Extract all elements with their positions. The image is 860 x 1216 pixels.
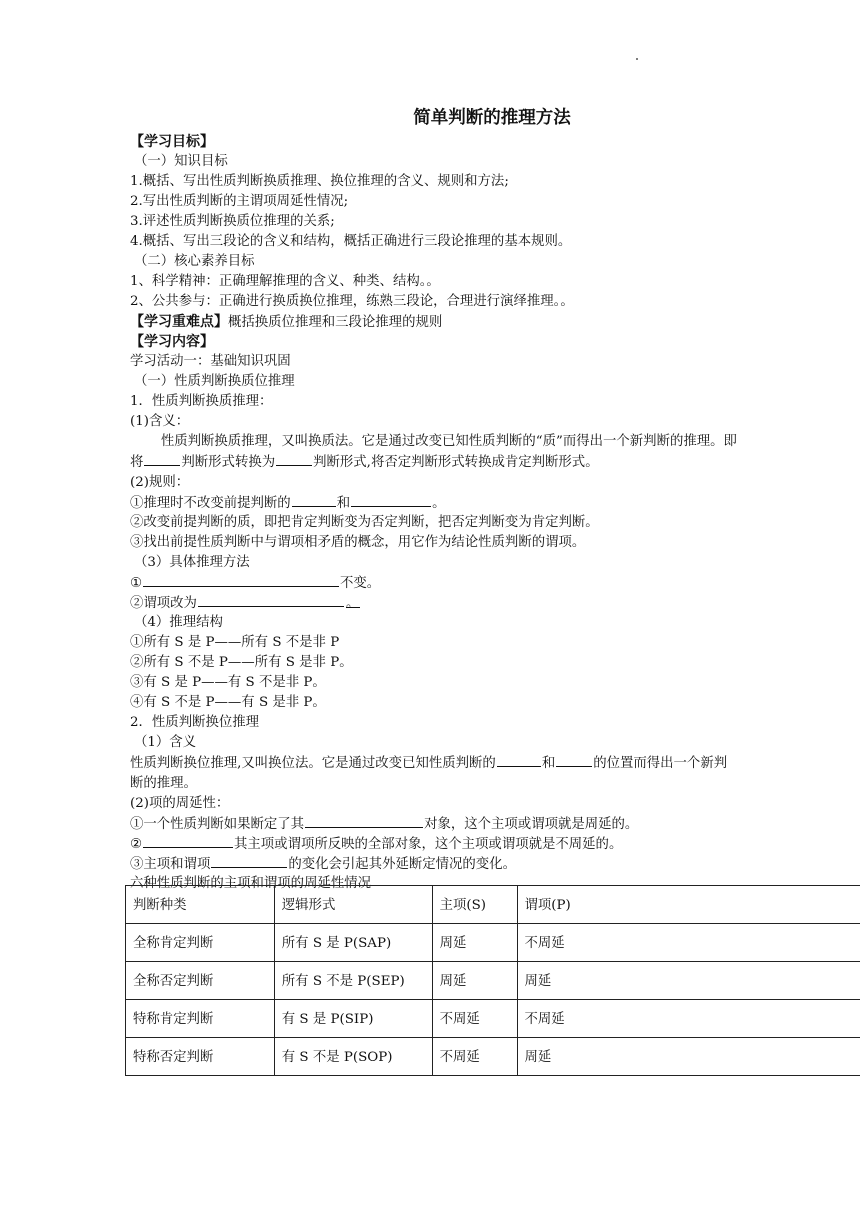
distribution-3: ③主项和谓项 的变化会引起其外延断定情况的变化。 <box>130 854 860 874</box>
table-row <box>126 1038 860 1076</box>
table-header-cell: 主项(S) <box>432 886 517 924</box>
fill-blank[interactable] <box>143 573 339 587</box>
table-cell: 特称否定判断 <box>126 1038 275 1076</box>
table-caption: 六种性质判断的主项和谓项的周延性情况 <box>130 876 372 891</box>
table-cell: 有 S 是 P(SIP) <box>274 1000 432 1038</box>
goal-2: 2.写出性质判断的主谓项周延性情况; <box>130 194 349 209</box>
rule-1: ①推理时不改变前提判断的 和 。 <box>130 493 860 513</box>
table-row <box>126 962 860 1000</box>
section-1-heading: （一）性质判断换质位推理 <box>134 374 295 389</box>
key-heading: 【学习重难点】 <box>130 314 228 330</box>
page-title: 简单判断的推理方法 <box>413 108 571 128</box>
structure-1: ①所有 S 是 P——所有 S 不是非 P <box>130 635 340 650</box>
table-cell: 所有 S 是 P(SAP) <box>274 924 432 962</box>
method-1: ① 不变。 <box>130 573 860 593</box>
fill-blank[interactable] <box>292 493 336 507</box>
distribution-2: ② 其主项或谓项所反映的全部对象，这个主项或谓项就是不周延的。 <box>130 834 860 854</box>
fill-blank[interactable] <box>556 753 592 767</box>
fill-blank[interactable] <box>276 452 312 466</box>
goal-1: 1.概括、写出性质判断换质推理、换位推理的含义、规则和方法; <box>130 174 509 189</box>
table-cell: 所有 S 不是 P(SEP) <box>274 962 432 1000</box>
meaning-2-label: （1）含义 <box>134 735 197 750</box>
fill-blank[interactable] <box>144 452 180 466</box>
fill-blank[interactable] <box>497 753 541 767</box>
table-header-row <box>126 886 860 924</box>
key-points <box>130 312 860 332</box>
content-heading: 【学习内容】 <box>130 334 214 350</box>
fill-blank[interactable] <box>211 854 287 868</box>
goal-4: 4.概括、写出三段论的含义和结构，概括正确进行三段论推理的基本规则。 <box>130 234 572 249</box>
fill-blank[interactable] <box>143 834 233 848</box>
structure-3: ③有 S 是 P——有 S 不是非 P。 <box>130 675 326 690</box>
table-cell: 有 S 不是 P(SOP) <box>274 1038 432 1076</box>
knowledge-goals-heading: （一）知识目标 <box>134 154 228 169</box>
table-row <box>126 924 860 962</box>
table-row <box>126 1000 860 1038</box>
fill-blank[interactable] <box>351 493 431 507</box>
meaning-1-label: (1)含义： <box>130 414 190 429</box>
table-header-cell: 逻辑形式 <box>274 886 432 924</box>
table-cell: 周延 <box>432 924 517 962</box>
structure-2: ②所有 S 不是 P——所有 S 是非 P。 <box>130 655 353 670</box>
distribution-table <box>125 885 860 1076</box>
goal-3: 3.评述性质判断换质位推理的关系; <box>130 214 335 229</box>
distribution-label: (2)项的周延性： <box>130 796 230 811</box>
table-cell: 周延 <box>432 962 517 1000</box>
table-cell: 不周延 <box>432 1038 517 1076</box>
table-cell: 全称否定判断 <box>126 962 275 1000</box>
method-2: ②谓项改为 。 <box>130 593 860 613</box>
table-cell: 周延 <box>517 962 860 1000</box>
core-goal-2: 2、公共参与：正确进行换质换位推理，练熟三段论，合理进行演绎推理。。 <box>130 294 574 309</box>
table-cell: 周延 <box>517 1038 860 1076</box>
fill-blank-end: 。 <box>345 596 360 611</box>
structure-4: ④有 S 不是 P——有 S 是非 P。 <box>130 695 326 710</box>
objectives-heading: 【学习目标】 <box>130 134 214 150</box>
key-text: 概括换质位推理和三段论推理的规则 <box>228 315 443 330</box>
rule-3: ③找出前提性质判断中与谓项相矛盾的概念，用它作为结论性质判断的谓项。 <box>130 535 586 550</box>
core-goals-heading: （二）核心素养目标 <box>134 254 255 269</box>
subsection-2-heading: 2．性质判断换位推理 <box>130 715 260 730</box>
table-header-cell: 判断种类 <box>126 886 275 924</box>
structure-heading: （4）推理结构 <box>134 615 223 630</box>
document-body <box>130 104 860 894</box>
table-cell: 全称肯定判断 <box>126 924 275 962</box>
core-goal-1: 1、科学精神：正确理解推理的含义、种类、结构。。 <box>130 274 440 289</box>
activity-1: 学习活动一：基础知识巩固 <box>130 354 291 369</box>
meaning-1-paragraph: 性质判断换质推理，又叫换质法。它是通过改变已知性质判断的“质”而得出一个新判断的推理。即将 判断形式转换为 判断形式,将否定判断形式转换成肯定判断形式。 <box>130 434 737 470</box>
fill-blank[interactable] <box>198 593 344 607</box>
table-header-cell: 谓项(P) <box>517 886 860 924</box>
rules-label: (2)规则： <box>130 475 190 490</box>
subsection-1-heading: 1．性质判断换质推理： <box>130 394 273 409</box>
table-cell: 不周延 <box>432 1000 517 1038</box>
table-cell: 不周延 <box>517 924 860 962</box>
table-cell: 特称肯定判断 <box>126 1000 275 1038</box>
page-mark <box>636 58 638 60</box>
method-heading: （3）具体推理方法 <box>134 555 250 570</box>
table-cell: 不周延 <box>517 1000 860 1038</box>
distribution-1: ①一个性质判断如果断定了其 对象，这个主项或谓项就是周延的。 <box>130 814 860 834</box>
fill-blank[interactable] <box>305 814 423 828</box>
meaning-2-paragraph: 性质判断换位推理,又叫换位法。它是通过改变已知性质判断的 和 的位置而得出一个新判断的推理。 <box>130 753 736 794</box>
rule-2: ②改变前提判断的质，即把肯定判断变为否定判断，把否定判断变为肯定判断。 <box>130 515 599 530</box>
